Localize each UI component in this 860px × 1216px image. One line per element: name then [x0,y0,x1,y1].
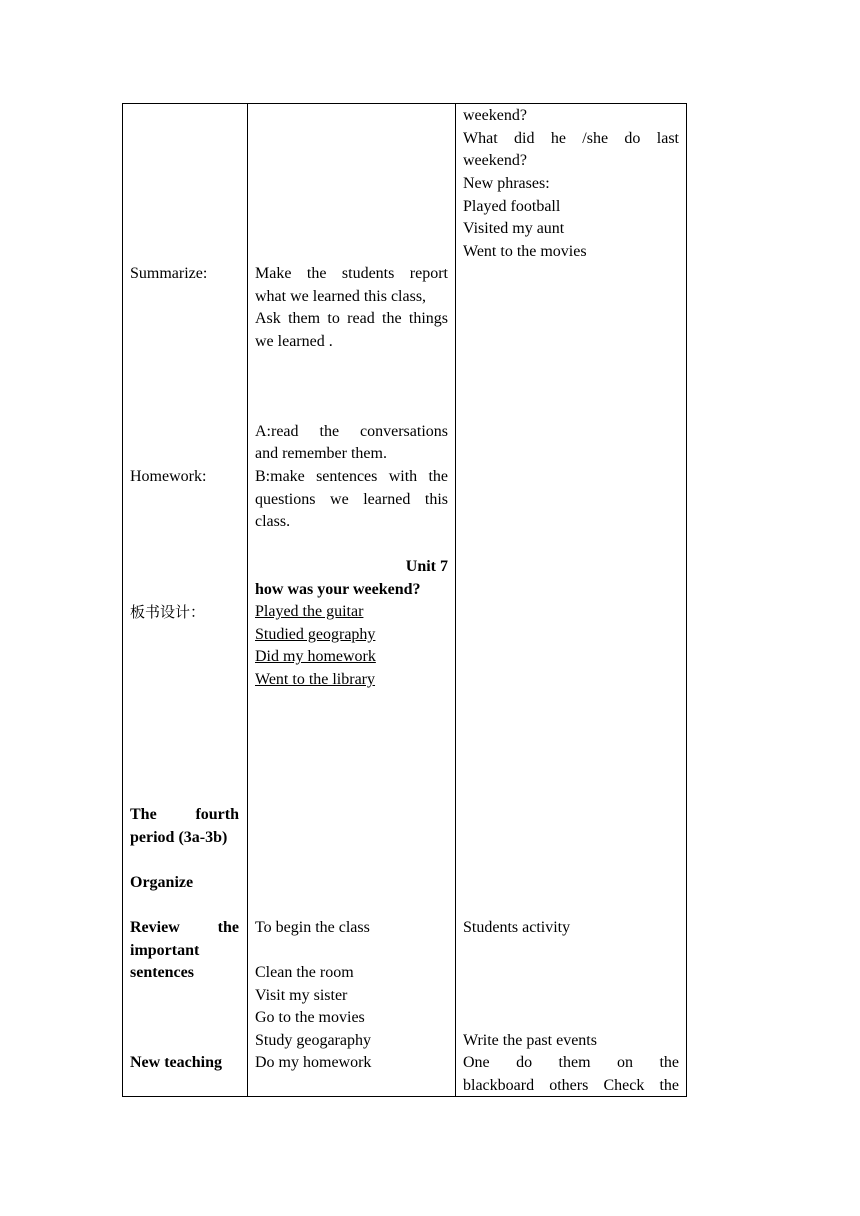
organize-text: To begin the class [255,919,370,936]
phrase-item: Go to the movies [255,1009,365,1026]
board-phrase: Went to the library [255,671,376,688]
phrase-item: Clean the room [255,964,354,981]
activity-text-line: Played football [463,198,561,215]
activity-text-line: Went to the movies [463,243,587,260]
homework-text-line: B:make sentences with the [255,468,448,485]
column-divider-1 [247,104,248,1096]
board-title-question: how was your weekend? [255,581,421,598]
activity-text-line: weekend? [463,152,527,169]
new-teaching-label: New teaching [130,1054,222,1071]
summarize-label: Summarize: [130,265,208,282]
fourth-period-heading-line-2: period (3a-3b) [130,829,228,846]
board-phrase: Studied geography [255,626,376,643]
phrase-item: Do my homework [255,1054,372,1071]
board-title-unit: Unit 7 [405,558,448,575]
homework-label: Homework: [130,468,207,485]
blackboard-text-line-2: blackboard others Check the [463,1077,679,1094]
summarize-text-line: Make the students report [255,265,448,282]
review-label-line-1: Review the [130,919,239,936]
summarize-text-line: we learned . [255,333,333,350]
homework-text-line: questions we learned this [255,491,448,508]
phrase-item: Visit my sister [255,987,348,1004]
summarize-text-line: what we learned this class, [255,288,427,305]
organize-label: Organize [130,874,194,891]
activity-text-line: New phrases: [463,175,550,192]
board-phrase: Played the guitar [255,603,364,620]
activity-text-line: weekend? [463,107,527,124]
homework-text-line: and remember them. [255,445,387,462]
board-phrase: Did my homework [255,648,376,665]
board-design-label: 板书设计： [130,603,206,621]
past-events-text: Write the past events [463,1032,597,1049]
review-label-line-3: sentences [130,964,194,981]
fourth-period-heading-line-1: The fourth [130,806,239,823]
students-activity-label: Students activity [463,919,571,936]
homework-text-line: class. [255,513,291,530]
activity-text-line: Visited my aunt [463,220,565,237]
activity-text-line: What did he /she do last [463,130,679,147]
phrase-item: Study geogaraphy [255,1032,371,1049]
homework-text-line: A:read the conversations [255,423,448,440]
summarize-text-line: Ask them to read the things [255,310,448,327]
review-label-line-2: important [130,942,200,959]
blackboard-text-line-1: One do them on the [463,1054,679,1071]
column-divider-2 [455,104,456,1096]
